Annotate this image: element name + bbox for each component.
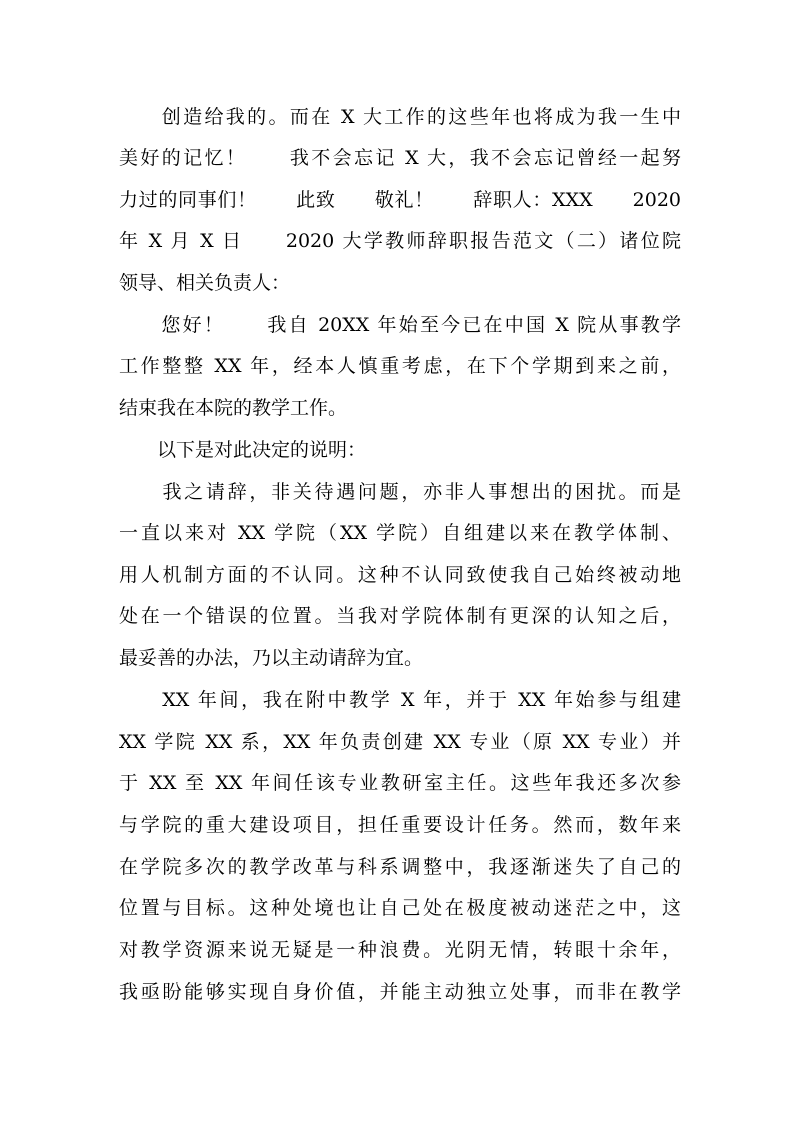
text-line: 与学院的重大建设项目，担任重要设计任务。然而，数年来 bbox=[119, 814, 681, 836]
text-line: 力过的同事们！ 此致 敬礼！ 辞职人：XXX 2020 bbox=[119, 189, 681, 211]
text-line: 年 X 月 X 日 2020 大学教师辞职报告范文（二）诸位院 bbox=[119, 230, 681, 252]
text-line: 您好！ 我自 20XX 年始至今已在中国 X 院从事教学 bbox=[119, 314, 681, 336]
text-line: 处在一个错误的位置。当我对学院体制有更深的认知之后， bbox=[119, 605, 681, 627]
text-line: 创造给我的。而在 X 大工作的这些年也将成为我一生中 bbox=[119, 106, 681, 128]
text-line: 对教学资源来说无疑是一种浪费。光阴无情，转眼十余年， bbox=[119, 939, 681, 961]
text-line: 最妥善的办法，乃以主动请辞为宜。 bbox=[119, 647, 424, 669]
text-line: XX 年间，我在附中教学 X 年，并于 XX 年始参与组建 bbox=[119, 689, 681, 711]
text-line: 我之请辞，非关待遇问题，亦非人事想出的困扰。而是 bbox=[119, 481, 681, 503]
text-line: 在学院多次的教学改革与科系调整中，我逐渐迷失了自己的 bbox=[119, 856, 681, 878]
text-line: 工作整整 XX 年，经本人慎重考虑，在下个学期到来之前， bbox=[119, 355, 681, 377]
text-line: 美好的记忆！ 我不会忘记 X 大，我不会忘记曾经一起努 bbox=[119, 147, 681, 169]
text-line: 领导、相关负责人： bbox=[119, 272, 291, 294]
text-line: 位置与目标。这种处境也让自己处在极度被动迷茫之中，这 bbox=[119, 897, 681, 919]
text-line: 于 XX 至 XX 年间任该专业教研室主任。这些年我还多次参 bbox=[119, 772, 681, 794]
text-line: XX 学院 XX 系，XX 年负责创建 XX 专业（原 XX 专业）并 bbox=[119, 731, 681, 753]
text-line: 以下是对此决定的说明： bbox=[119, 439, 367, 461]
text-line: 一直以来对 XX 学院（XX 学院）自组建以来在教学体制、 bbox=[119, 522, 681, 544]
text-line: 用人机制方面的不认同。这种不认同致使我自己始终被动地 bbox=[119, 564, 681, 586]
text-line: 结束我在本院的教学工作。 bbox=[119, 397, 348, 419]
text-line: 我亟盼能够实现自身价值，并能主动独立处事，而非在教学 bbox=[119, 981, 681, 1003]
